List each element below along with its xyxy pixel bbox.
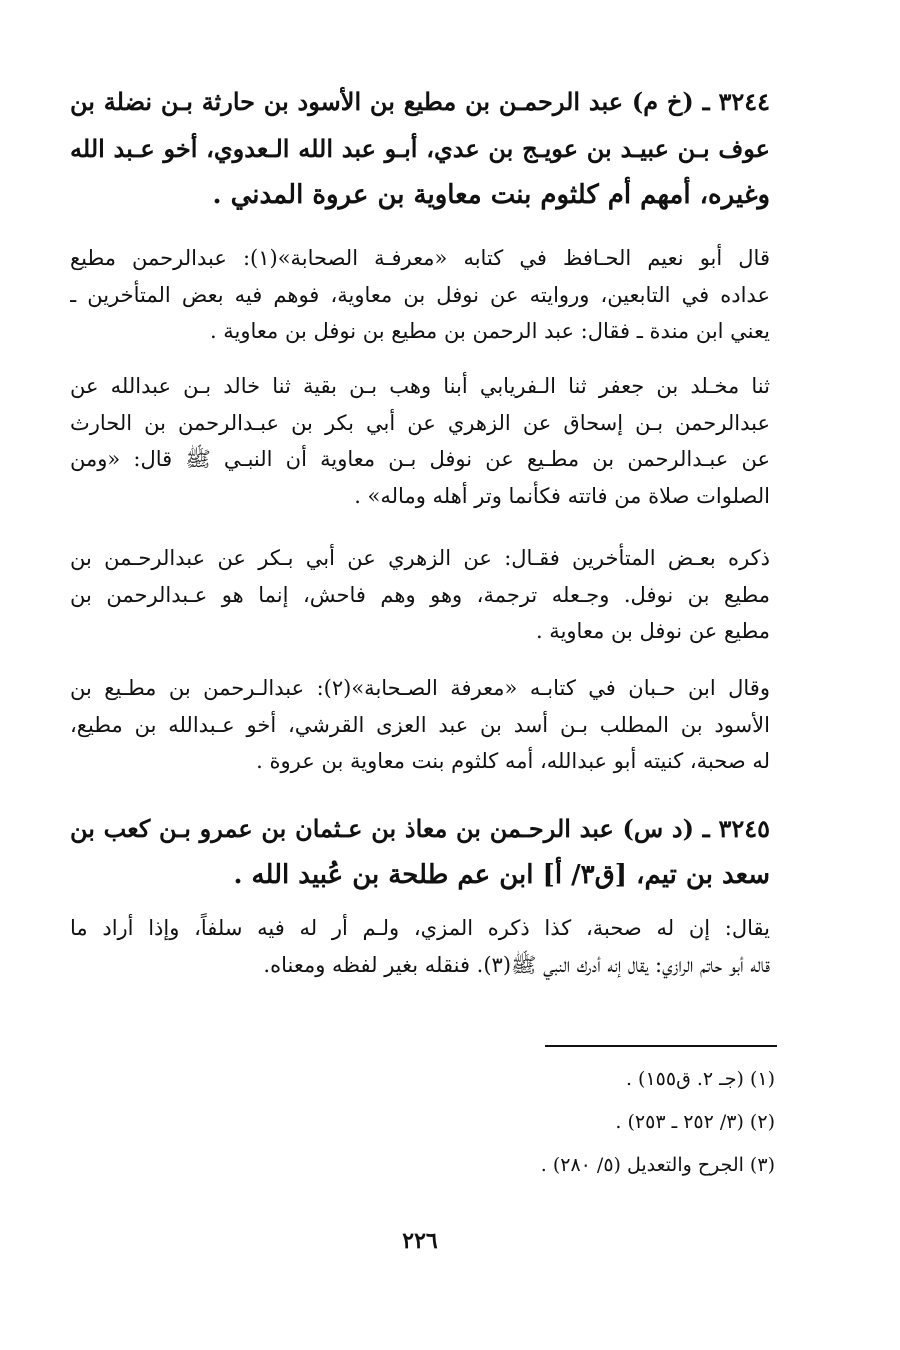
biography-entry-3244 bbox=[70, 78, 770, 219]
paragraph-line: وقال ابن حـبان في كتابـه «معرفة الصـحابة»(٢): عبدالـرحمن بن مطـيع بن bbox=[70, 676, 770, 700]
paragraph-line: قاله أبو حاتم الرازي: يقال إنه أدرك النبي ﷺ(٣). فنقله بغير لفظه ومعناه. bbox=[263, 952, 770, 977]
paragraph-line: ثنا مخـلد بن جعفر ثنا الـفريابي أبنا وهب بـن بقية ثنا خالد بـن عبدالله عن bbox=[70, 374, 770, 398]
page-number: ٢٢٦ bbox=[402, 1228, 438, 1254]
paragraph-line: مطيع عن نوفل بن معاوية . bbox=[535, 619, 770, 643]
entry-line: ٣٢٤٤ ـ (خ م) عبد الرحمـن بن مطيع بن الأسود بن حارثة بـن نضلة بن bbox=[70, 87, 770, 116]
paragraph-line: الأسود بن المطلب بـن أسد بن عبد العزى القرشي، أخو عـبدالله بن مطيع، bbox=[70, 712, 770, 737]
footnote-3: (٣) الجرح والتعديل (٥/ ٢٨٠) . bbox=[540, 1154, 775, 1176]
paragraph-line: يعني ابن مندة ـ فقال: عبد الرحمن بن مطيع بن نوفل بن معاوية . bbox=[209, 319, 770, 343]
paragraph-abu-nuaym bbox=[70, 240, 770, 350]
biography-entry-3245 bbox=[70, 805, 770, 899]
paragraph-line: عداده في التابعين، وروايته عن نوفل بن معاوية، فوهم فيه بعض المتأخرين ـ bbox=[70, 282, 770, 307]
footnote-separator bbox=[545, 1045, 777, 1047]
paragraph-line: له صحبة، كنيته أبو عبدالله، أمه كلثوم بنت معاوية بن عروة . bbox=[256, 749, 770, 773]
entry-line: سعد بن تيم، [ق٣/ أ] ابن عم طلحة بن عُبيد الله . bbox=[233, 860, 770, 890]
footnote-1: (١) (جـ ٢. ق١٥٥) . bbox=[625, 1068, 775, 1090]
paragraph-isnad bbox=[70, 368, 770, 514]
paragraph-later-authors bbox=[70, 540, 770, 650]
paragraph-yuqal bbox=[70, 910, 770, 983]
footnotes bbox=[400, 1058, 775, 1187]
entry-line: وغيره، أمهم أم كلثوم بنت معاوية بن عروة المدني . bbox=[212, 180, 770, 210]
paragraph-line: عن عبـدالرحمن بن مطـيع عن نوفل بـن معاوية أن النبـي ﷺ قال: «ومن bbox=[70, 447, 770, 471]
paragraph-line: الصلوات صلاة من فاتته فكأنما وتر أهله وماله» . bbox=[354, 483, 770, 508]
footnote-2: (٢) (٣/ ٢٥٢ ـ ٢٥٣) . bbox=[615, 1111, 775, 1133]
entry-line: ٣٢٤٥ ـ (د س) عبد الرحـمن بن معاذ بن عـثمان بن عمرو بـن كعب بن bbox=[70, 814, 770, 843]
entry-line: عوف بـن عبيـد بن عويـج بن عدي، أبـو عبد الله الـعدوي، أخو عـبد الله bbox=[70, 134, 770, 163]
paragraph-ibn-hibban bbox=[70, 670, 770, 780]
paragraph-line: قال أبو نعيم الحـافظ في كتابه «معرفـة الصحابة»(١): عبدالرحمن مطيع bbox=[70, 246, 770, 270]
paragraph-line: يقال: إن له صحبة، كذا ذكره المزي، ولـم أر له فيه سلفاً، وإذا أراد ما bbox=[70, 916, 770, 940]
paragraph-line: ذكره بعـض المتأخرين فقـال: عن الزهري عن أبي بـكر عن عبدالرحـمن بن bbox=[70, 546, 770, 570]
paragraph-line: عبدالرحمن بـن إسحاق عن الزهري عن أبي بكر بن عبـدالرحمن بن الحارث bbox=[70, 410, 770, 435]
paragraph-line: مطيع بن نوفل. وجـعله ترجمة، وهو وهم فاحش، إنما هو عـبدالرحمن بن bbox=[70, 582, 770, 607]
